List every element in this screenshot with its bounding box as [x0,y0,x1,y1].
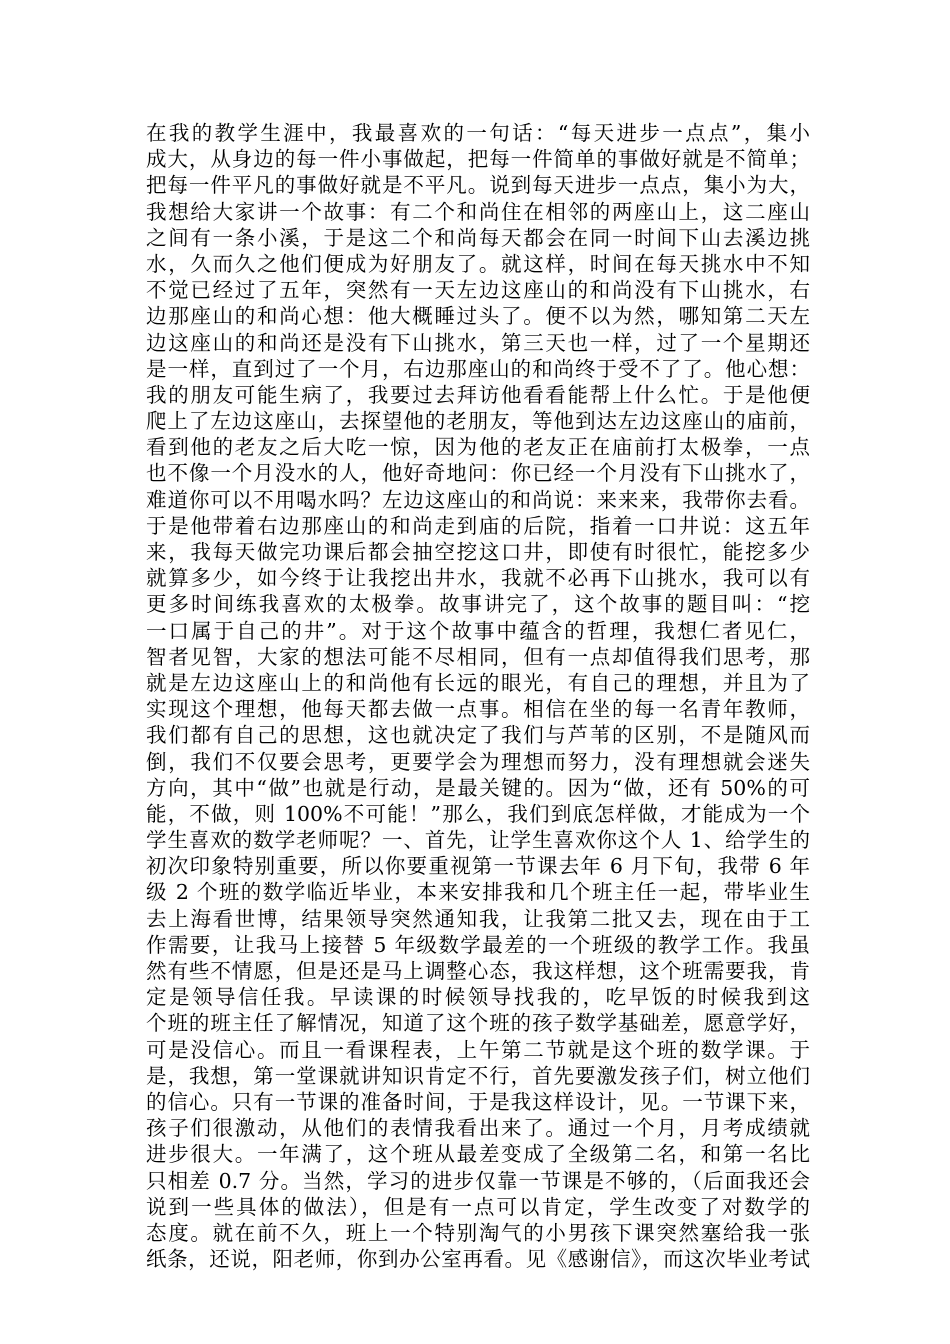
text-line: 把每一件平凡的事做好就是不平凡。说到每天进步一点点，集小为大， [146,173,810,198]
text-line: 我想给大家讲一个故事：有二个和尚住在相邻的两座山上，这二座山 [146,199,810,224]
text-line: 学生喜欢的数学老师呢？一、首先，让学生喜欢你这个人 1、给学生的 [146,828,810,853]
text-line: 定是领导信任我。早读课的时候领导找我的，吃早饭的时候我到这 [146,985,810,1010]
text-line: 方向，其中“做”也就是行动，是最关键的。因为“做，还有 50%的可 [146,775,810,800]
text-line: 能，不做，则 100%不可能！”那么，我们到底怎样做，才能成为一个 [146,801,810,826]
text-line: 进步很大。一年满了，这个班从最差变成了全级第二名，和第一名比 [146,1142,810,1167]
text-line: 态度。就在前不久，班上一个特别淘气的小男孩下课突然塞给我一张 [146,1220,810,1245]
text-line: 孩子们很激动，从他们的表情我看出来了。通过一个月，月考成绩就 [146,1116,810,1141]
text-line: 难道你可以不用喝水吗？左边这座山的和尚说：来来来，我带你去看。 [146,487,810,512]
text-line: 也不像一个月没水的人，他好奇地问：你已经一个月没有下山挑水了， [146,461,810,486]
text-line: 只相差 0.7 分。当然，学习的进步仅靠一节课是不够的，（后面我还会 [146,1168,810,1193]
text-line: 水，久而久之他们便成为好朋友了。就这样，时间在每天挑水中不知 [146,251,810,276]
text-line: 个班的班主任了解情况，知道了这个班的孩子数学基础差，愿意学好， [146,1011,810,1036]
text-line: 就算多少，如今终于让我挖出井水，我就不必再下山挑水，我可以有 [146,566,810,591]
text-line: 是一样，直到过了一个月，右边那座山的和尚终于受不了了。他心想： [146,356,810,381]
text-line: 我们都有自己的思想，这也就决定了我们与芦苇的区别，不是随风而 [146,723,810,748]
text-line: 边这座山的和尚还是没有下山挑水，第三天也一样，过了一个星期还 [146,330,810,355]
text-line: 成大，从身边的每一件小事做起，把每一件简单的事做好就是不简单； [146,147,810,172]
text-line: 之间有一条小溪，于是这二个和尚每天都会在同一时间下山去溪边挑 [146,225,810,250]
text-line: 于是他带着右边那座山的和尚走到庙的后院，指着一口井说：这五年 [146,513,810,538]
text-line: 智者见智，大家的想法可能不尽相同，但有一点却值得我们思考，那 [146,644,810,669]
text-line: 纸条，还说，阳老师，你到办公室再看。见《感谢信》，而这次毕业考试 [146,1247,810,1272]
text-line: 级 2 个班的数学临近毕业，本来安排我和几个班主任一起，带毕业生 [146,880,810,905]
text-line: 初次印象特别重要，所以你要重视第一节课去年 6 月下旬，我带 6 年 [146,854,810,879]
text-line: 在我的教学生涯中，我最喜欢的一句话：“每天进步一点点”，集小 [146,121,810,145]
text-line: 实现这个理想，他每天都去做一点事。相信在坐的每一名青年教师， [146,697,810,722]
text-line: 看到他的老友之后大吃一惊，因为他的老友正在庙前打太极拳，一点 [146,435,810,460]
text-line: 来，我每天做完功课后都会抽空挖这口井，即使有时很忙，能挖多少 [146,540,810,564]
text-line: 的信心。只有一节课的准备时间，于是我这样设计，见。一节课下来， [146,1089,810,1114]
text-line: 爬上了左边这座山，去探望他的老朋友，等他到达左边这座山的庙前， [146,409,810,434]
text-line: 更多时间练我喜欢的太极拳。故事讲完了，这个故事的题目叫：“挖 [146,592,810,617]
text-line: 然有些不情愿，但是还是马上调整心态，我这样想，这个班需要我，肯 [146,959,810,983]
text-line: 我的朋友可能生病了，我要过去拜访他看看能帮上什么忙。于是他便 [146,382,810,407]
text-line: 是，我想，第一堂课就讲知识肯定不行，首先要激发孩子们，树立他们 [146,1063,810,1088]
text-line: 说到一些具体的做法），但是有一点可以肯定，学生改变了对数学的 [146,1194,810,1219]
text-line: 就是左边这座山上的和尚他有长远的眼光，有自己的理想，并且为了 [146,670,810,695]
text-line: 倒，我们不仅要会思考，更要学会为理想而努力，没有理想就会迷失 [146,749,810,774]
text-line: 作需要，让我马上接替 5 年级数学最差的一个班级的教学工作。我虽 [146,932,810,957]
text-line: 可是没信心。而且一看课程表，上午第二节就是这个班的数学课。于 [146,1037,810,1062]
text-line: 不觉已经过了五年，突然有一天左边这座山的和尚没有下山挑水，右 [146,278,810,303]
text-line: 去上海看世博，结果领导突然通知我，让我第二批又去，现在由于工 [146,906,810,931]
text-line: 边那座山的和尚心想：他大概睡过头了。便不以为然，哪知第二天左 [146,304,810,329]
text-line: 一口属于自己的井”。对于这个故事中蕴含的哲理，我想仁者见仁， [146,618,810,643]
body-text [146,120,810,1272]
